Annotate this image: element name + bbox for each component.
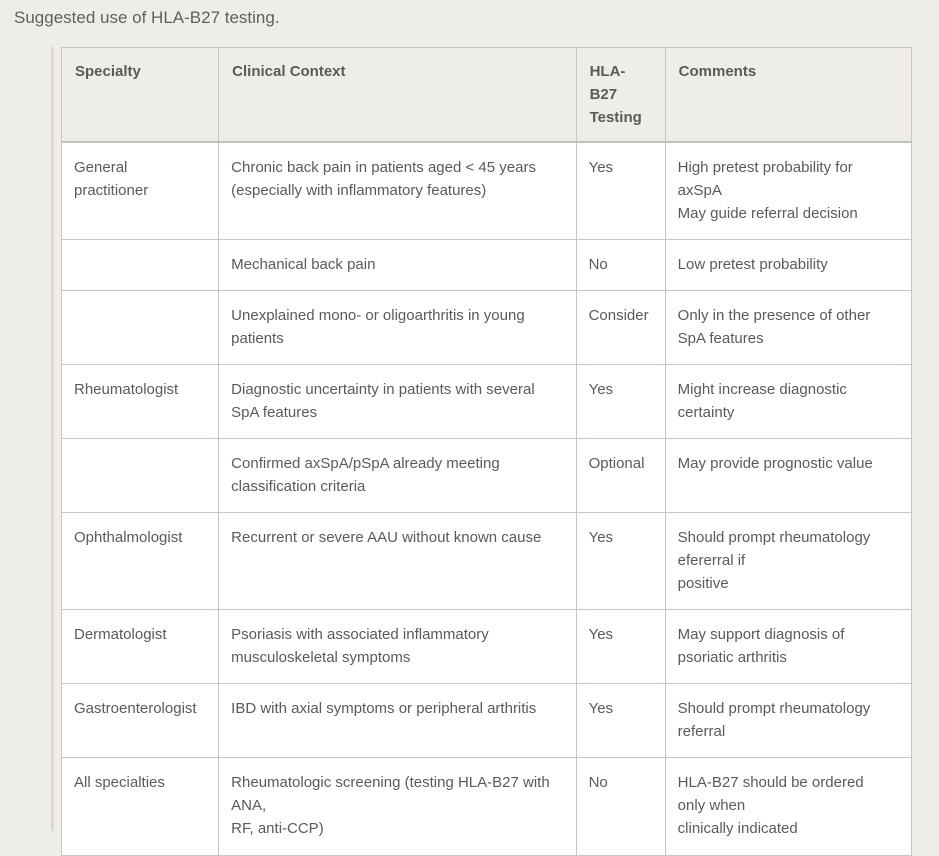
cell-comments: Should prompt rheumatology referral: [665, 684, 911, 758]
cell-comments: Low pretest probability: [665, 240, 911, 291]
cell-comments: May provide prognostic value: [665, 439, 911, 513]
cell-comments: High pretest probability for axSpA May guide referral decision: [665, 142, 911, 240]
cell-comments: Should prompt rheumatology efererral if positive: [665, 513, 911, 610]
cell-clinical-context: Rheumatologic screening (testing HLA-B27 with ANA, RF, anti-CCP): [219, 758, 576, 856]
cell-clinical-context: Psoriasis with associated inflammatory musculoskeletal symptoms: [219, 610, 576, 684]
cell-clinical-context: IBD with axial symptoms or peripheral arthritis: [219, 684, 576, 758]
cell-testing: Yes: [576, 365, 665, 439]
cell-clinical-context: Recurrent or severe AAU without known cause: [219, 513, 576, 610]
cell-testing: Yes: [576, 684, 665, 758]
cell-specialty: [62, 291, 219, 365]
cell-specialty: Dermatologist: [62, 610, 219, 684]
cell-specialty: [62, 439, 219, 513]
header-row: [62, 48, 912, 143]
cell-comments: May support diagnosis of psoriatic arthritis: [665, 610, 911, 684]
cell-specialty: General practitioner: [62, 142, 219, 240]
header-specialty: Specialty: [62, 48, 219, 143]
table-caption: Suggested use of HLA-B27 testing.: [14, 8, 280, 27]
table-row: [62, 513, 912, 610]
table-row: [62, 758, 912, 856]
cell-clinical-context: Confirmed axSpA/pSpA already meeting classification criteria: [219, 439, 576, 513]
cell-comments: Might increase diagnostic certainty: [665, 365, 911, 439]
header-hla-b27-testing: HLA- B27 Testing: [576, 48, 665, 143]
cell-specialty: All specialties: [62, 758, 219, 856]
cell-testing: Consider: [576, 291, 665, 365]
cell-clinical-context: Diagnostic uncertainty in patients with several SpA features: [219, 365, 576, 439]
cell-specialty: [62, 240, 219, 291]
cell-specialty: Gastroenterologist: [62, 684, 219, 758]
cell-testing: No: [576, 240, 665, 291]
cell-specialty: Rheumatologist: [62, 365, 219, 439]
cell-clinical-context: Unexplained mono- or oligoarthritis in young patients: [219, 291, 576, 365]
header-clinical-context: Clinical Context: [219, 48, 576, 143]
cell-testing: Yes: [576, 610, 665, 684]
table-row: [62, 365, 912, 439]
cell-testing: No: [576, 758, 665, 856]
cell-clinical-context: Mechanical back pain: [219, 240, 576, 291]
cell-specialty: Ophthalmologist: [62, 513, 219, 610]
cell-testing: Optional: [576, 439, 665, 513]
cell-comments: Only in the presence of other SpA features: [665, 291, 911, 365]
cell-comments: HLA-B27 should be ordered only when clinically indicated: [665, 758, 911, 856]
table-row: [62, 291, 912, 365]
cell-testing: Yes: [576, 142, 665, 240]
blockquote-bar: [51, 47, 54, 831]
cell-clinical-context: Chronic back pain in patients aged < 45 years (especially with inflammatory features): [219, 142, 576, 240]
table-row: [62, 684, 912, 758]
hla-b27-table: [61, 47, 912, 856]
cell-testing: Yes: [576, 513, 665, 610]
table-row: [62, 439, 912, 513]
table-row: [62, 240, 912, 291]
header-comments: Comments: [665, 48, 911, 143]
table-row: [62, 610, 912, 684]
table-row: [62, 142, 912, 240]
